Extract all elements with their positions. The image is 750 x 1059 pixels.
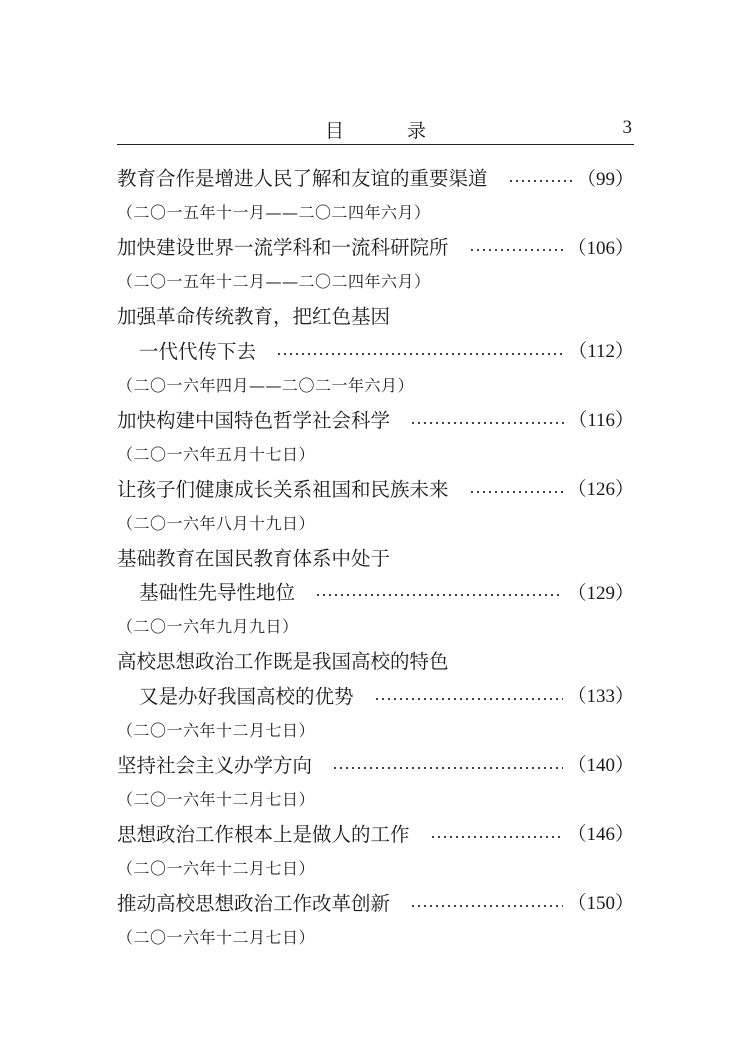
toc-entry-date: （二〇一六年九月九日） <box>117 617 299 637</box>
toc-entry-page: （150） <box>567 893 634 915</box>
toc-entry-title: 让孩子们健康成长关系祖国和民族未来 <box>117 477 449 501</box>
toc-entry-date: （二〇一五年十一月——二〇二四年六月） <box>117 203 431 223</box>
toc-entry-title: 思想政治工作根本上是做人的工作 <box>117 822 410 846</box>
toc-entry-title-line <box>117 471 634 506</box>
toc-entry-title-line <box>117 747 634 782</box>
toc-entry-page: （99） <box>576 168 634 190</box>
header-title: 目 录 <box>324 120 448 142</box>
toc-entry-title-line <box>117 333 634 368</box>
leader-dots <box>332 767 563 769</box>
toc-entry[interactable] <box>117 540 634 644</box>
toc-entry-title-line <box>117 574 634 609</box>
running-header <box>117 112 634 145</box>
toc-entry-title-line <box>117 643 634 678</box>
toc-entry-date: （二〇一六年十二月七日） <box>117 720 316 740</box>
leader-dots <box>374 698 564 700</box>
leader-dots <box>430 836 564 838</box>
toc-entry[interactable] <box>117 885 634 954</box>
toc-entry-title: 加强革命传统教育，把红色基因 <box>117 305 391 329</box>
toc-entry-date: （二〇一六年五月十七日） <box>117 444 316 464</box>
toc-entry-page: （140） <box>567 755 634 777</box>
toc-entry[interactable] <box>117 402 634 471</box>
toc-entry[interactable] <box>117 816 634 885</box>
toc-entry-date: （二〇一六年十二月七日） <box>117 858 316 878</box>
toc-entry-title-continued: 又是办好我国高校的优势 <box>139 684 354 708</box>
leader-dots <box>410 422 564 424</box>
table-of-contents <box>117 160 634 954</box>
toc-entry[interactable] <box>117 298 634 402</box>
toc-entry[interactable] <box>117 643 634 747</box>
leader-dots <box>508 180 573 182</box>
toc-entry-date: （二〇一六年十二月七日） <box>117 789 316 809</box>
toc-entry-page: （129） <box>567 582 634 604</box>
toc-entry-title-line <box>117 402 634 437</box>
page-number: 3 <box>622 117 632 138</box>
toc-entry-date: （二〇一六年四月——二〇二一年六月） <box>117 375 415 395</box>
toc-entry-page: （106） <box>567 237 634 259</box>
toc-entry[interactable] <box>117 471 634 540</box>
toc-entry-date: （二〇一六年八月十九日） <box>117 513 316 533</box>
toc-entry-title-continued: 基础性先导性地位 <box>139 581 296 605</box>
toc-entry-title: 高校思想政治工作既是我国高校的特色 <box>117 650 449 674</box>
toc-entry-title-line <box>117 298 634 333</box>
leader-dots <box>469 491 564 493</box>
toc-entry-page: （112） <box>568 341 634 363</box>
toc-entry-title-line <box>117 160 634 195</box>
toc-entry-page: （116） <box>568 410 634 432</box>
toc-entry-title-continued: 一代代传下去 <box>139 339 257 363</box>
toc-entry-title-line <box>117 816 634 851</box>
toc-entry-date: （二〇一五年十二月——二〇二四年六月） <box>117 272 431 292</box>
leader-dots <box>410 905 563 907</box>
toc-entry[interactable] <box>117 747 634 816</box>
toc-entry-title: 加快建设世界一流学科和一流科研院所 <box>117 236 449 260</box>
leader-dots <box>315 594 563 596</box>
toc-entry-title: 基础教育在国民教育体系中处于 <box>117 546 391 570</box>
leader-dots <box>276 353 564 355</box>
toc-entry-page: （126） <box>567 479 634 501</box>
toc-entry[interactable] <box>117 229 634 298</box>
toc-entry-title: 加快构建中国特色哲学社会科学 <box>117 408 391 432</box>
toc-entry-title-line <box>117 678 634 713</box>
toc-entry[interactable] <box>117 160 634 229</box>
leader-dots <box>469 249 564 251</box>
toc-entry-date: （二〇一六年十二月七日） <box>117 927 316 947</box>
toc-entry-title: 教育合作是增进人民了解和友谊的重要渠道 <box>117 167 488 191</box>
toc-entry-page: （133） <box>567 686 634 708</box>
toc-entry-page: （146） <box>567 824 634 846</box>
toc-entry-title: 推动高校思想政治工作改革创新 <box>117 891 391 915</box>
toc-entry-title-line <box>117 885 634 920</box>
toc-entry-title-line <box>117 540 634 575</box>
toc-entry-title: 坚持社会主义办学方向 <box>117 753 313 777</box>
toc-entry-title-line <box>117 229 634 264</box>
